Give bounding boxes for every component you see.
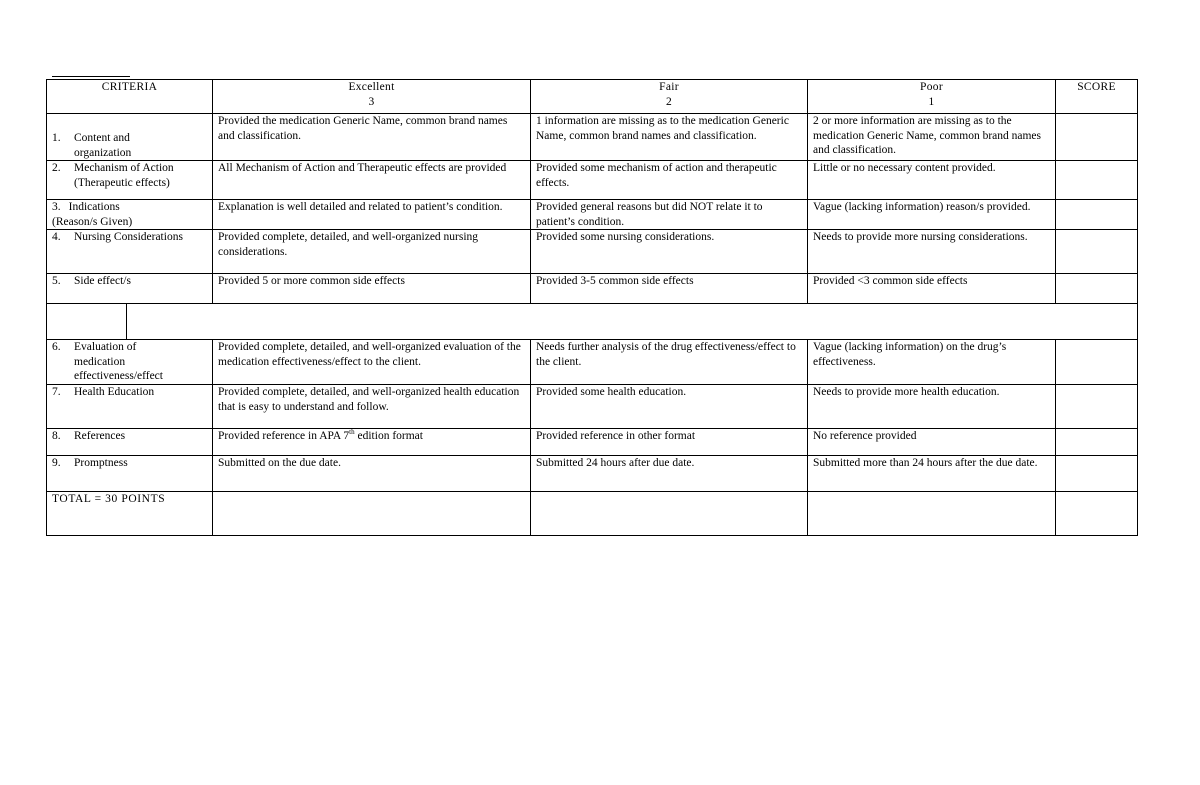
total-poor-cell[interactable] — [808, 492, 1056, 536]
header-poor-points: 1 — [928, 95, 935, 108]
excellent-cell: Provided 5 or more common side effects — [213, 274, 531, 304]
total-label: TOTAL = 30 POINTS — [47, 492, 213, 536]
criterion-number: 3. — [52, 201, 61, 213]
excellent-cell: Submitted on the due date. — [213, 456, 531, 492]
fair-cell: Provided general reasons but did NOT relate it to patient’s condition. — [531, 200, 808, 230]
poor-cell: Submitted more than 24 hours after the due date. — [808, 456, 1056, 492]
criterion-label: Evaluation of — [74, 341, 137, 353]
criterion-number: 5. — [52, 275, 61, 287]
criterion-cell — [47, 456, 213, 492]
ordinal-suffix: th — [349, 428, 355, 437]
spacer-divider — [126, 303, 127, 339]
fair-cell: Needs further analysis of the drug effectiveness/effect to the client. — [531, 340, 808, 385]
table-row — [47, 161, 1138, 200]
criterion-label: Indications — [68, 201, 120, 213]
criterion-cell — [47, 385, 213, 429]
criterion-cell — [47, 161, 213, 200]
header-criteria: CRITERIA — [47, 80, 213, 114]
table-row — [47, 456, 1138, 492]
criterion-cell — [47, 200, 213, 230]
criterion-label-cont: organization — [74, 146, 132, 159]
score-cell[interactable] — [1056, 429, 1138, 456]
excellent-cell: Provided complete, detailed, and well-organized health education that is easy to understand and follow. — [213, 385, 531, 429]
criterion-number: 2. — [52, 162, 61, 174]
poor-cell: Vague (lacking information) reason/s provided. — [808, 200, 1056, 230]
rubric-table — [46, 79, 1138, 536]
score-cell[interactable] — [1056, 161, 1138, 200]
poor-cell: 2 or more information are missing as to the medication Generic Name, common brand names and classification. — [808, 114, 1056, 161]
table-row — [47, 274, 1138, 304]
criterion-label: Health Education — [74, 386, 155, 398]
criterion-number: 6. — [52, 341, 61, 353]
score-cell[interactable] — [1056, 200, 1138, 230]
header-fair — [531, 80, 808, 114]
spacer-row — [47, 304, 1138, 340]
criterion-number: 9. — [52, 457, 61, 469]
criterion-label: Promptness — [74, 457, 128, 469]
criterion-cell — [47, 230, 213, 274]
criterion-cell — [47, 114, 213, 161]
excellent-cell: Explanation is well detailed and related to patient’s condition. — [213, 200, 531, 230]
poor-cell: Needs to provide more health education. — [808, 385, 1056, 429]
excellent-cell: Provided complete, detailed, and well-organized evaluation of the medication effectiveness/effect to the client. — [213, 340, 531, 385]
criterion-label: References — [74, 430, 126, 442]
header-score: SCORE — [1056, 80, 1138, 114]
table-row — [47, 385, 1138, 429]
excellent-text-post: edition format — [354, 430, 423, 442]
table-row — [47, 429, 1138, 456]
excellent-cell — [213, 429, 531, 456]
total-excellent-cell[interactable] — [213, 492, 531, 536]
criterion-number: 1. — [52, 132, 61, 144]
total-score-cell[interactable] — [1056, 492, 1138, 536]
header-poor — [808, 80, 1056, 114]
score-cell[interactable] — [1056, 340, 1138, 385]
poor-cell: Provided <3 common side effects — [808, 274, 1056, 304]
criterion-label-cont: (Reason/s Given) — [52, 215, 133, 228]
header-fair-points: 2 — [665, 95, 673, 108]
criterion-number: 4. — [52, 231, 61, 243]
table-row — [47, 230, 1138, 274]
criterion-label: Nursing Considerations — [74, 231, 183, 243]
corner-rule — [52, 76, 130, 77]
table-row — [47, 114, 1138, 161]
score-cell[interactable] — [1056, 274, 1138, 304]
header-fair-label: Fair — [659, 81, 679, 93]
criterion-label: Mechanism of Action — [74, 162, 174, 174]
criterion-label: Side effect/s — [74, 275, 131, 287]
fair-cell: Provided some nursing considerations. — [531, 230, 808, 274]
score-cell[interactable] — [1056, 456, 1138, 492]
poor-cell: Vague (lacking information) on the drug’s effectiveness. — [808, 340, 1056, 385]
criterion-label-cont: medication effectiveness/effect — [74, 355, 163, 382]
score-cell[interactable] — [1056, 114, 1138, 161]
score-cell[interactable] — [1056, 230, 1138, 274]
excellent-cell: All Mechanism of Action and Therapeutic effects are provided — [213, 161, 531, 200]
header-excellent-points: 3 — [368, 95, 375, 108]
criterion-cell — [47, 340, 213, 385]
criterion-number: 7. — [52, 386, 61, 398]
total-row — [47, 492, 1138, 536]
criterion-cell — [47, 274, 213, 304]
criterion-label: Content and — [74, 132, 130, 144]
header-row — [47, 80, 1138, 114]
fair-cell: Provided some health education. — [531, 385, 808, 429]
criterion-number: 8. — [52, 430, 61, 442]
score-cell[interactable] — [1056, 385, 1138, 429]
excellent-cell: Provided the medication Generic Name, common brand names and classification. — [213, 114, 531, 161]
header-excellent — [213, 80, 531, 114]
excellent-text: Provided reference in APA 7 — [218, 430, 350, 442]
excellent-cell: Provided complete, detailed, and well-organized nursing considerations. — [213, 230, 531, 274]
header-poor-label: Poor — [920, 81, 943, 93]
total-fair-cell[interactable] — [531, 492, 808, 536]
fair-cell: 1 information are missing as to the medication Generic Name, common brand names and classification. — [531, 114, 808, 161]
fair-cell: Provided 3-5 common side effects — [531, 274, 808, 304]
table-row — [47, 340, 1138, 385]
fair-cell: Provided some mechanism of action and therapeutic effects. — [531, 161, 808, 200]
poor-cell: Little or no necessary content provided. — [808, 161, 1056, 200]
criterion-label-cont: (Therapeutic effects) — [74, 176, 170, 189]
table-row — [47, 200, 1138, 230]
header-excellent-label: Excellent — [348, 81, 395, 93]
spacer-cell — [47, 304, 1138, 340]
criterion-cell — [47, 429, 213, 456]
fair-cell: Submitted 24 hours after due date. — [531, 456, 808, 492]
poor-cell: Needs to provide more nursing considerations. — [808, 230, 1056, 274]
fair-cell: Provided reference in other format — [531, 429, 808, 456]
poor-cell: No reference provided — [808, 429, 1056, 456]
